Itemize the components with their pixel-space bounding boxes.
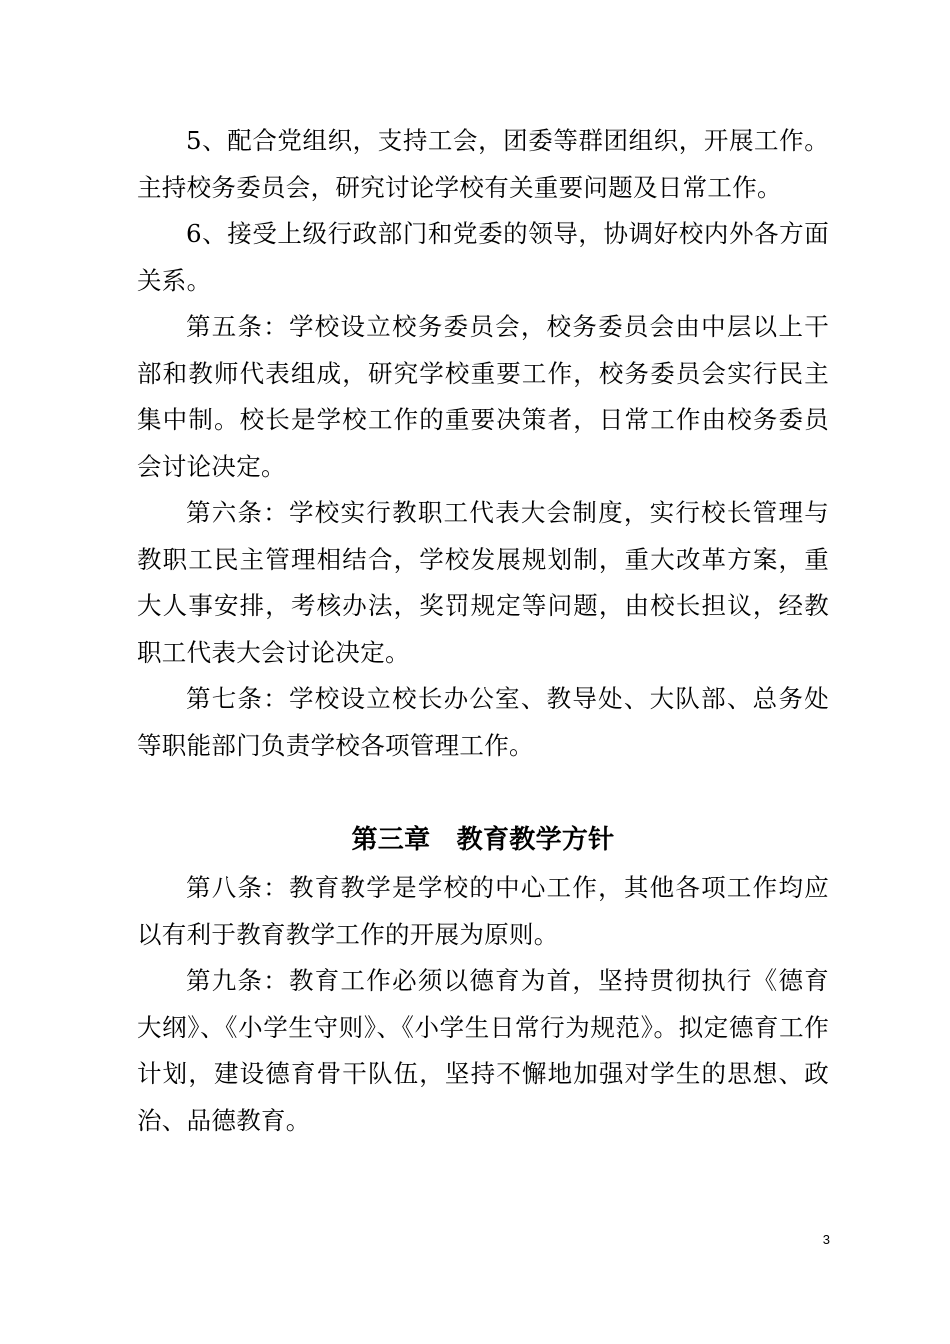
chapter-title: 第三章 教育教学方针 <box>351 825 615 855</box>
page-number: 3 <box>822 1232 830 1247</box>
paragraph-item-5: 5、配合党组织，支持工会，团委等群团组织，开展工作。主持校务委员会，研究讨论学校有关重要问题及日常工作。 <box>137 126 829 202</box>
paragraph-article-5: 第五条：学校设立校务委员会，校务委员会由中层以上干部和教师代表组成，研究学校重要工作，校务委员会实行民主集中制。校长是学校工作的重要决策者，日常工作由校务委员会讨论决定。 <box>137 312 829 481</box>
paragraph-article-6: 第六条：学校实行教职工代表大会制度，实行校长管理与教职工民主管理相结合，学校发展规划制，重大改革方案，重大人事安排，考核办法，奖罚规定等问题，由校长担议，经教职工代表大会讨论决定。 <box>137 498 829 667</box>
paragraph-article-9: 第九条：教育工作必须以德育为首，坚持贯彻执行《德育大纲》、《小学生守则》、《小学生日常行为规范》。拟定德育工作计划，建设德育骨干队伍，坚持不懈地加强对学生的思想、政治、品德教育。 <box>137 966 829 1135</box>
document-body <box>137 118 829 1144</box>
paragraph-article-7: 第七条：学校设立校长办公室、教导处、大队部、总务处等职能部门负责学校各项管理工作。 <box>137 684 829 760</box>
paragraph-item-6: 6、接受上级行政部门和党委的领导，协调好校内外各方面关系。 <box>137 219 829 295</box>
paragraph-article-8: 第八条：教育教学是学校的中心工作，其他各项工作均应以有利于教育教学工作的开展为原则。 <box>137 873 829 949</box>
